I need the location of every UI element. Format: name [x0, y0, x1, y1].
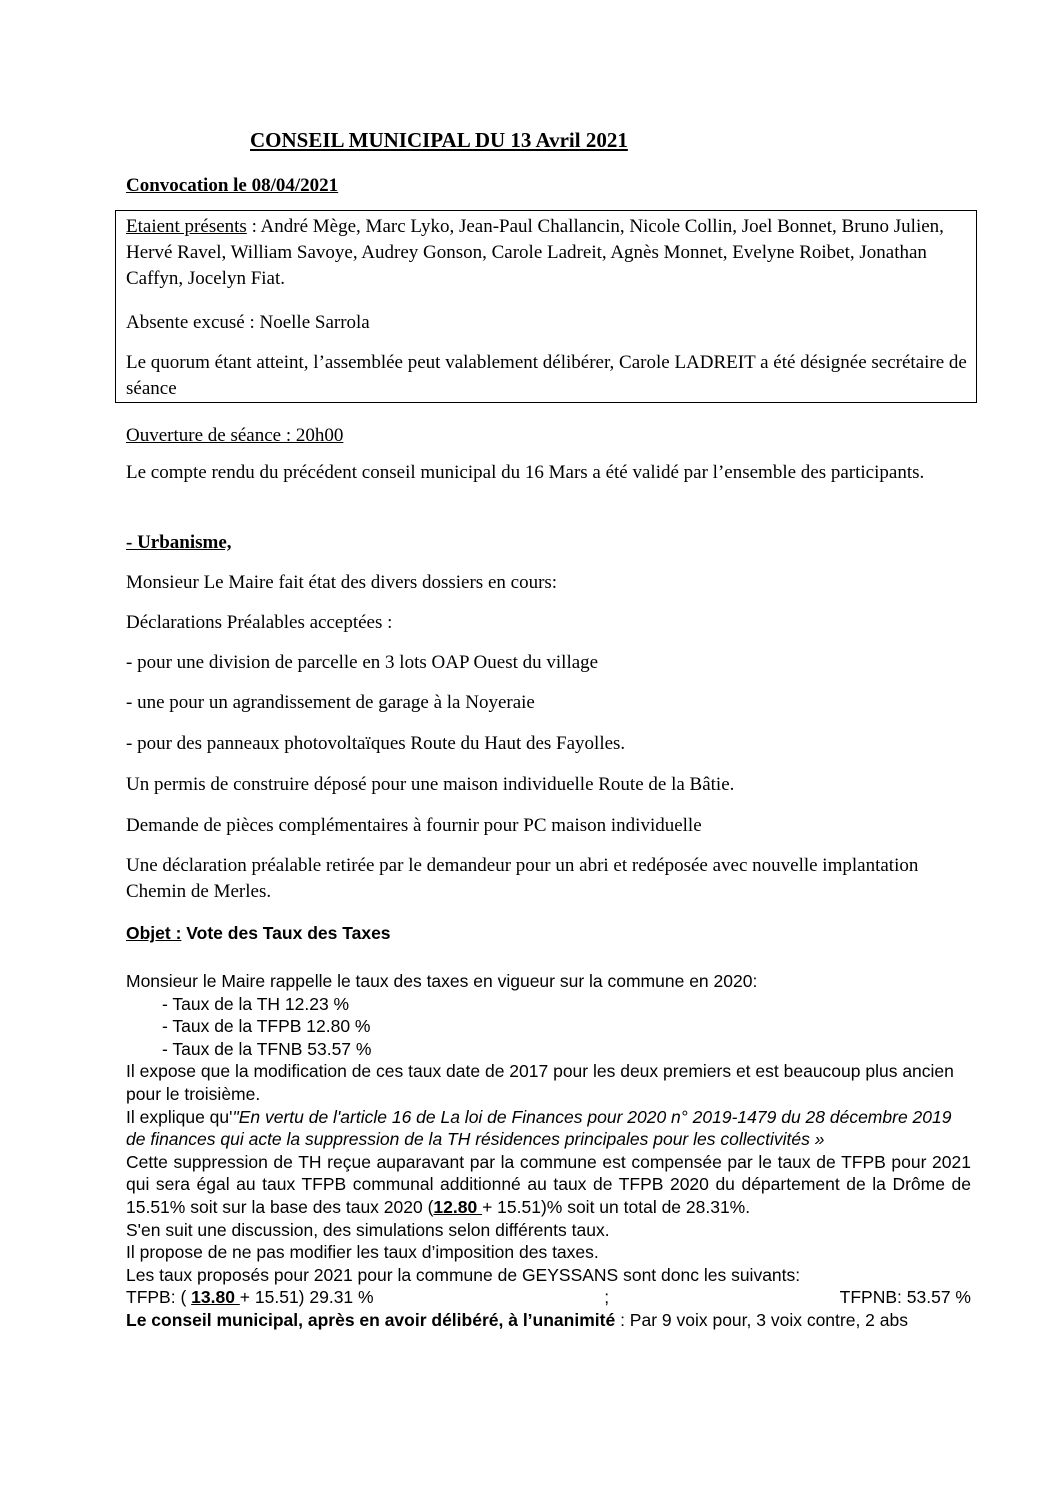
declaration-item: - pour des panneaux photovoltaïques Route du Haut des Fayolles.: [126, 733, 626, 754]
declaration-retiree: Une déclaration préalable retirée par le demandeur pour un abri et redéposée avec nouvelle implantation Chemin de Merles.: [126, 855, 919, 902]
tfpb-b: 13.80: [191, 1287, 240, 1308]
tfpnb-proposal: TFPNB: 53.57 %: [839, 1287, 971, 1308]
taxes-p5: Il propose de ne pas modifier les taux d’imposition des taxes.: [126, 1242, 599, 1263]
decision: [126, 1309, 971, 1332]
tax-rate-item: - Taux de la TH 12.23 %: [162, 993, 350, 1014]
tax-proposal-line: [126, 1286, 971, 1309]
present-names: : André Mège, Marc Lyko, Jean-Paul Challancin, Nicole Collin, Joel Bonnet, Bruno Julien, Hervé Ravel, William Savoye, Audrey Gonson, Carole Ladreit, Agnès Monnet, Evelyne Roibet, Jonathan Caffyn, Jocelyn Fiat.: [126, 216, 944, 289]
tfpb-proposal: [126, 1286, 374, 1309]
taxes-p2: [126, 1106, 971, 1151]
taxes-p6: Les taux proposés pour 2021 pour la commune de GEYSSANS sont donc les suivants:: [126, 1264, 801, 1285]
decision-rest: : Par 9 voix pour, 3 voix contre, 2 abs: [615, 1309, 908, 1330]
present-label: Etaient présents: [126, 216, 247, 237]
declaration-item: - pour une division de parcelle en 3 lots OAP Ouest du village: [126, 652, 599, 673]
taxes-p3: [126, 1151, 971, 1219]
decision-bold: Le conseil municipal, après en avoir délibéré, à l’unanimité: [126, 1309, 616, 1330]
tax-rate-item: - Taux de la TFNB 53.57 %: [162, 1038, 372, 1059]
taxes-heading-text: Vote des Taux des Taxes: [181, 923, 391, 943]
taxes-p3-a: Cette suppression de TH reçue auparavant par la commune est compensée par le taux de TFPB pour 2021 qui sera égal au taux TFPB communal additionné au taux de TFPB 2020 du département de la Drôme de 15.51% soit sur la base des taux 2020 (: [126, 1151, 971, 1217]
taxes-p3-c: + 15.51)% soit un total de 28.31%.: [482, 1196, 751, 1217]
taxes-heading-label: Objet :: [126, 923, 182, 943]
taxes-body: [126, 970, 971, 1332]
urbanisme-heading: - Urbanisme,: [126, 532, 232, 553]
absent-line: Absente excusé : Noelle Sarrola: [126, 312, 370, 333]
taxes-heading: [126, 922, 976, 945]
semicolon: ;: [604, 1287, 610, 1308]
present-list: [126, 214, 971, 292]
taxes-intro: Monsieur le Maire rappelle le taux des taxes en vigueur sur la commune en 2020:: [126, 971, 758, 991]
quorum-text: Le quorum étant atteint, l’assemblée peut valablement délibérer, Carole LADREIT a été désignée secrétaire de séance: [126, 352, 967, 399]
law-quote: "En vertu de l'article 16 de La loi de Finances pour 2020 n° 2019-1479 du 28 décembre 2019 de finances qui acte la suppression de la TH résidences principales pour les collectivités »: [126, 1106, 952, 1150]
attendance-box: [115, 210, 977, 403]
taxes-p2-start: Il explique qu': [126, 1106, 233, 1127]
tfpb-c: + 15.51) 29.31 %: [239, 1287, 374, 1308]
previous-minutes: Le compte rendu du précédent conseil municipal du 16 Mars a été validé par l’ensemble des participants.: [126, 462, 925, 483]
taxes-p1: Il expose que la modification de ces taux date de 2017 pour les deux premiers et est beaucoup plus ancien pour le troisième.: [126, 1061, 954, 1104]
convocation-date: Convocation le 08/04/2021: [126, 175, 339, 196]
taxes-p3-b: 12.80: [433, 1196, 483, 1217]
opening-time: Ouverture de séance : 20h00: [126, 425, 344, 446]
tax-rate-item: - Taux de la TFPB 12.80 %: [162, 1016, 371, 1037]
permis-line: Un permis de construire déposé pour une maison individuelle Route de la Bâtie.: [126, 774, 735, 795]
page-title: CONSEIL MUNICIPAL DU 13 Avril 2021: [250, 128, 628, 152]
urbanisme-intro: Monsieur Le Maire fait état des divers dossiers en cours:: [126, 572, 558, 593]
demande-line: Demande de pièces complémentaires à fournir pour PC maison individuelle: [126, 815, 702, 836]
declaration-item: - une pour un agrandissement de garage à la Noyeraie: [126, 692, 535, 713]
tfpb-a: TFPB: (: [126, 1287, 192, 1308]
declarations-label: Déclarations Préalables acceptées :: [126, 612, 393, 633]
taxes-p4: S'en suit une discussion, des simulations selon différents taux.: [126, 1219, 610, 1240]
